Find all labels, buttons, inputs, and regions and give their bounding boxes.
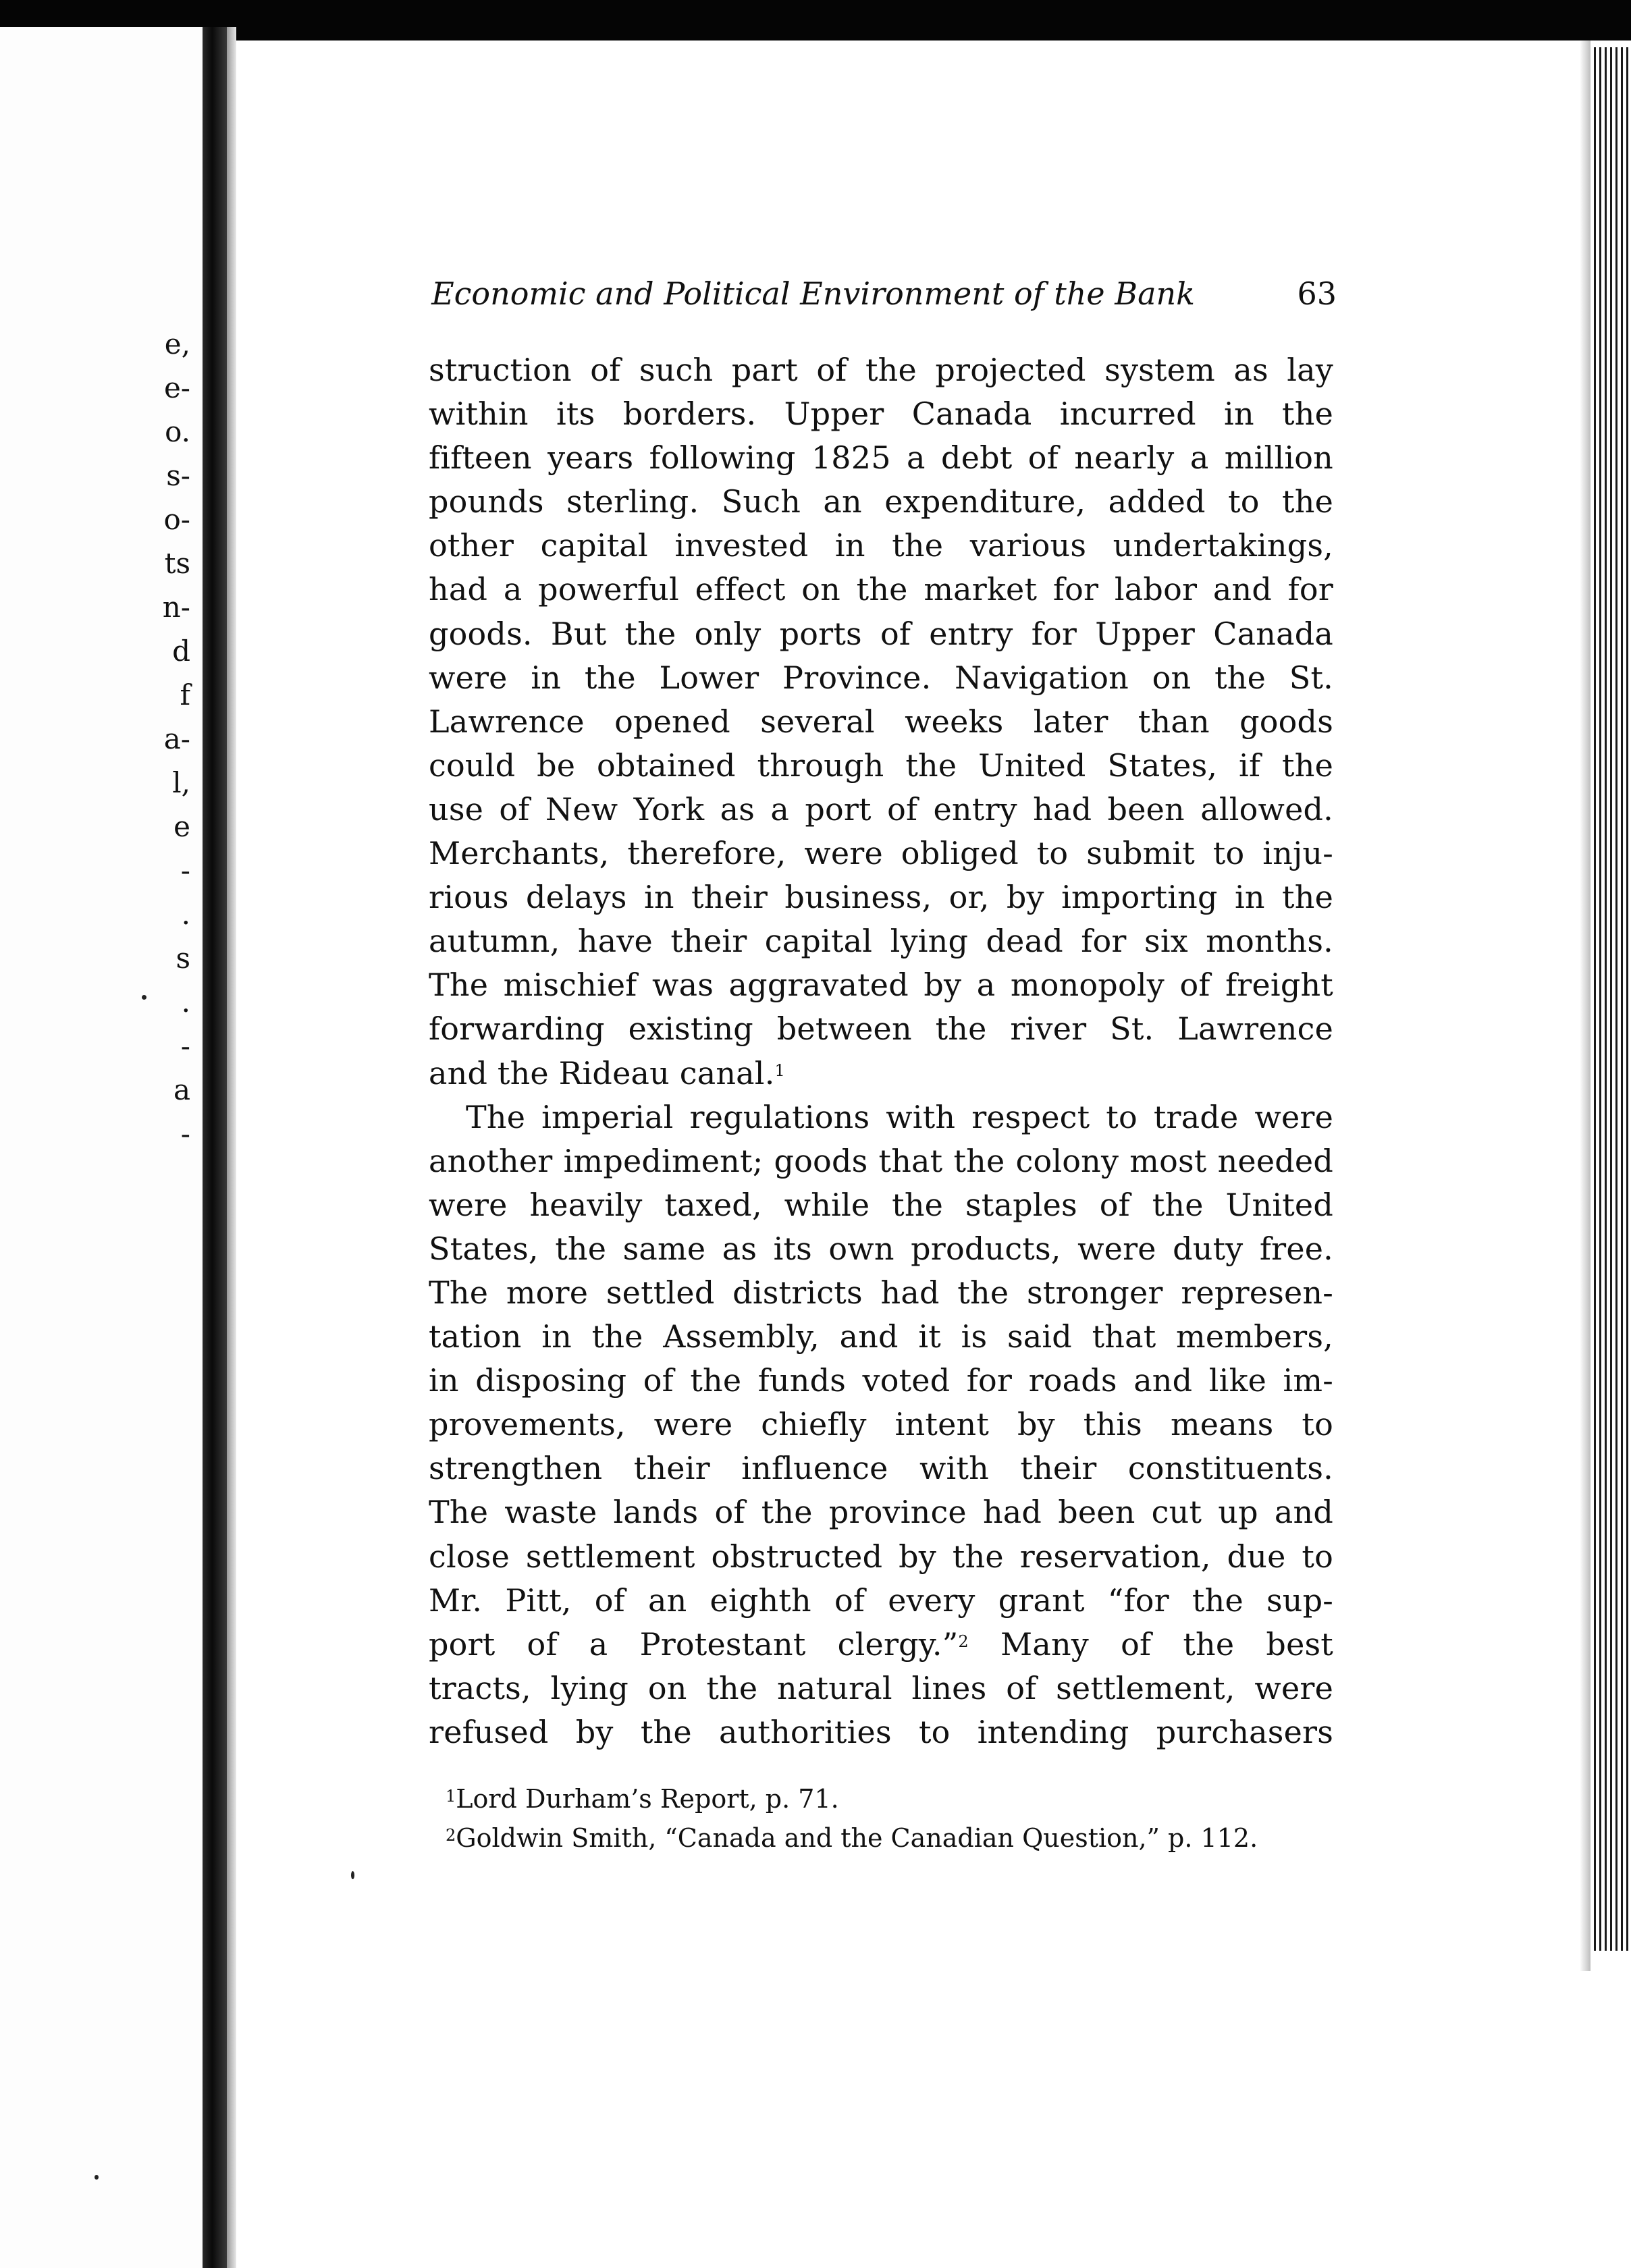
footnote-text: Lord Durham’s Report, p. 71. bbox=[456, 1784, 839, 1814]
text-line: fifteen years following 1825 a debt of nearly a million bbox=[429, 439, 1333, 477]
text-line: autumn, have their capital lying dead for six months. bbox=[429, 923, 1333, 960]
text-line: States, the same as its own products, were duty free. bbox=[429, 1230, 1333, 1267]
facing-page-fragment-text: o. bbox=[165, 415, 190, 448]
text-line: The waste lands of the province had been cut up and bbox=[429, 1494, 1333, 1531]
page-edge-shadow bbox=[1580, 40, 1590, 1971]
facing-page-fragment-text: f bbox=[180, 678, 190, 711]
text-fragment: Many of the best bbox=[968, 1625, 1333, 1663]
text-line: provements, were chiefly intent by this means to bbox=[429, 1406, 1333, 1443]
facing-page-fragment-text: s bbox=[176, 942, 190, 975]
footnote-mark: 1 bbox=[774, 1060, 786, 1080]
facing-page-fragment bbox=[0, 412, 203, 452]
text-line: tation in the Assembly, and it is said that members, bbox=[429, 1318, 1333, 1355]
facing-page-fragment-text: ts bbox=[164, 547, 190, 580]
facing-page-fragment-text: e, bbox=[164, 327, 190, 360]
running-head bbox=[419, 270, 1337, 317]
text-line: strengthen their influence with their constituents. bbox=[429, 1450, 1333, 1487]
text-line: goods. But the only ports of entry for Upper Canada bbox=[429, 615, 1333, 652]
text-line: The mischief was aggravated by a monopoly of freight bbox=[429, 967, 1333, 1004]
text-line bbox=[429, 1052, 1333, 1096]
text-line: tracts, lying on the natural lines of settlement, were bbox=[429, 1669, 1333, 1706]
facing-page-fragment bbox=[0, 719, 203, 759]
footnote bbox=[446, 1818, 1337, 1858]
facing-page-fragment bbox=[0, 982, 203, 1023]
text-line: had a powerful effect on the market for labor and for bbox=[429, 571, 1333, 608]
scan-speck bbox=[95, 2175, 99, 2180]
text-line: forwarding existing between the river St. Lawrence bbox=[429, 1010, 1333, 1048]
footnote-number: 1 bbox=[446, 1787, 456, 1806]
footnotes bbox=[446, 1779, 1337, 1858]
facing-page-fragment bbox=[0, 1070, 203, 1110]
facing-page-fragment bbox=[0, 587, 203, 628]
text-line: The imperial regulations with respect to trade were bbox=[466, 1098, 1333, 1135]
text-line: use of New York as a port of entry had been allowed. bbox=[429, 790, 1333, 828]
facing-page-fragment bbox=[0, 324, 203, 364]
facing-page-fragment bbox=[0, 500, 203, 540]
facing-page bbox=[0, 27, 203, 2268]
book-gutter-shadow bbox=[227, 27, 236, 2268]
text-line bbox=[429, 1623, 1333, 1667]
text-line: were heavily taxed, while the staples of the United bbox=[429, 1186, 1333, 1223]
facing-page-fragment bbox=[0, 368, 203, 408]
facing-page-fragment-text: a bbox=[173, 1073, 190, 1106]
facing-page-fragment bbox=[0, 631, 203, 672]
running-head-title: Economic and Political Environment of the Bank bbox=[431, 275, 1195, 312]
facing-page-fragment-text: . bbox=[181, 898, 190, 931]
facing-page-fragment bbox=[0, 807, 203, 847]
text-line: could be obtained through the United States, if the bbox=[429, 747, 1333, 784]
text-line: close settlement obstructed by the reservation, due to bbox=[429, 1538, 1333, 1575]
text-line: were in the Lower Province. Navigation on the St. bbox=[429, 659, 1333, 696]
text-line: another impediment; goods that the colony most needed bbox=[429, 1142, 1333, 1179]
facing-page-fragment bbox=[0, 850, 203, 891]
facing-page-fragment-text: - bbox=[180, 1029, 190, 1062]
page-stack-edge bbox=[1590, 47, 1631, 1951]
text-line: struction of such part of the projected system as lay bbox=[429, 352, 1333, 388]
facing-page-fragment bbox=[0, 894, 203, 935]
facing-page-fragment-text: - bbox=[180, 854, 190, 887]
text-line: The more settled districts had the stronger represen- bbox=[429, 1274, 1333, 1311]
body-text bbox=[429, 348, 1333, 1754]
text-line: Lawrence opened several weeks later than goods bbox=[429, 703, 1333, 740]
page-number: 63 bbox=[1297, 275, 1337, 312]
footnote-text: Goldwin Smith, “Canada and the Canadian Question,” p. 112. bbox=[456, 1823, 1258, 1853]
text-line: Merchants, therefore, were obliged to submit to inju- bbox=[429, 835, 1333, 872]
facing-page-fragment bbox=[0, 938, 203, 979]
text-line: in disposing of the funds voted for roads and like im- bbox=[429, 1362, 1333, 1399]
facing-page-fragment-text: n- bbox=[162, 591, 190, 624]
facing-page-fragment bbox=[0, 1026, 203, 1066]
facing-page-fragment-text: o- bbox=[163, 503, 190, 536]
facing-page-fragment-text: l, bbox=[172, 766, 190, 799]
text-line: Mr. Pitt, of an eighth of every grant “for the sup- bbox=[429, 1582, 1333, 1619]
facing-page-fragment-text: - bbox=[180, 1117, 190, 1150]
facing-page-fragment-text: . bbox=[181, 986, 190, 1019]
facing-page-fragment bbox=[0, 1114, 203, 1154]
facing-page-fragment-text: s- bbox=[166, 459, 190, 492]
facing-page-fragment bbox=[0, 543, 203, 584]
scan-speck bbox=[142, 995, 146, 1000]
text-line: rious delays in their business, or, by importing in the bbox=[429, 879, 1333, 916]
text-line: pounds sterling. Such an expenditure, added to the bbox=[429, 483, 1333, 520]
footnote bbox=[446, 1779, 1337, 1818]
text-fragment: and the Rideau canal. bbox=[429, 1054, 775, 1091]
text-fragment: port of a Protestant clergy.” bbox=[429, 1625, 959, 1663]
footnote-mark: 2 bbox=[958, 1631, 969, 1651]
text-line: other capital invested in the various undertakings, bbox=[429, 527, 1333, 564]
footnote-number: 2 bbox=[446, 1826, 456, 1845]
facing-page-fragment-text: a- bbox=[163, 722, 190, 755]
text-line: refused by the authorities to intending purchasers bbox=[429, 1713, 1333, 1750]
facing-page-fragment bbox=[0, 456, 203, 496]
facing-page-fragment-text: e bbox=[173, 810, 190, 843]
facing-page-fragment bbox=[0, 675, 203, 716]
scan-speck bbox=[351, 1871, 354, 1879]
text-line: within its borders. Upper Canada incurred in the bbox=[429, 396, 1333, 433]
facing-page-fragment-text: e- bbox=[163, 371, 190, 404]
facing-page-fragment-text: d bbox=[172, 634, 190, 668]
book-gutter bbox=[203, 27, 227, 2268]
facing-page-fragment bbox=[0, 763, 203, 803]
scan-top-border bbox=[0, 0, 1631, 40]
